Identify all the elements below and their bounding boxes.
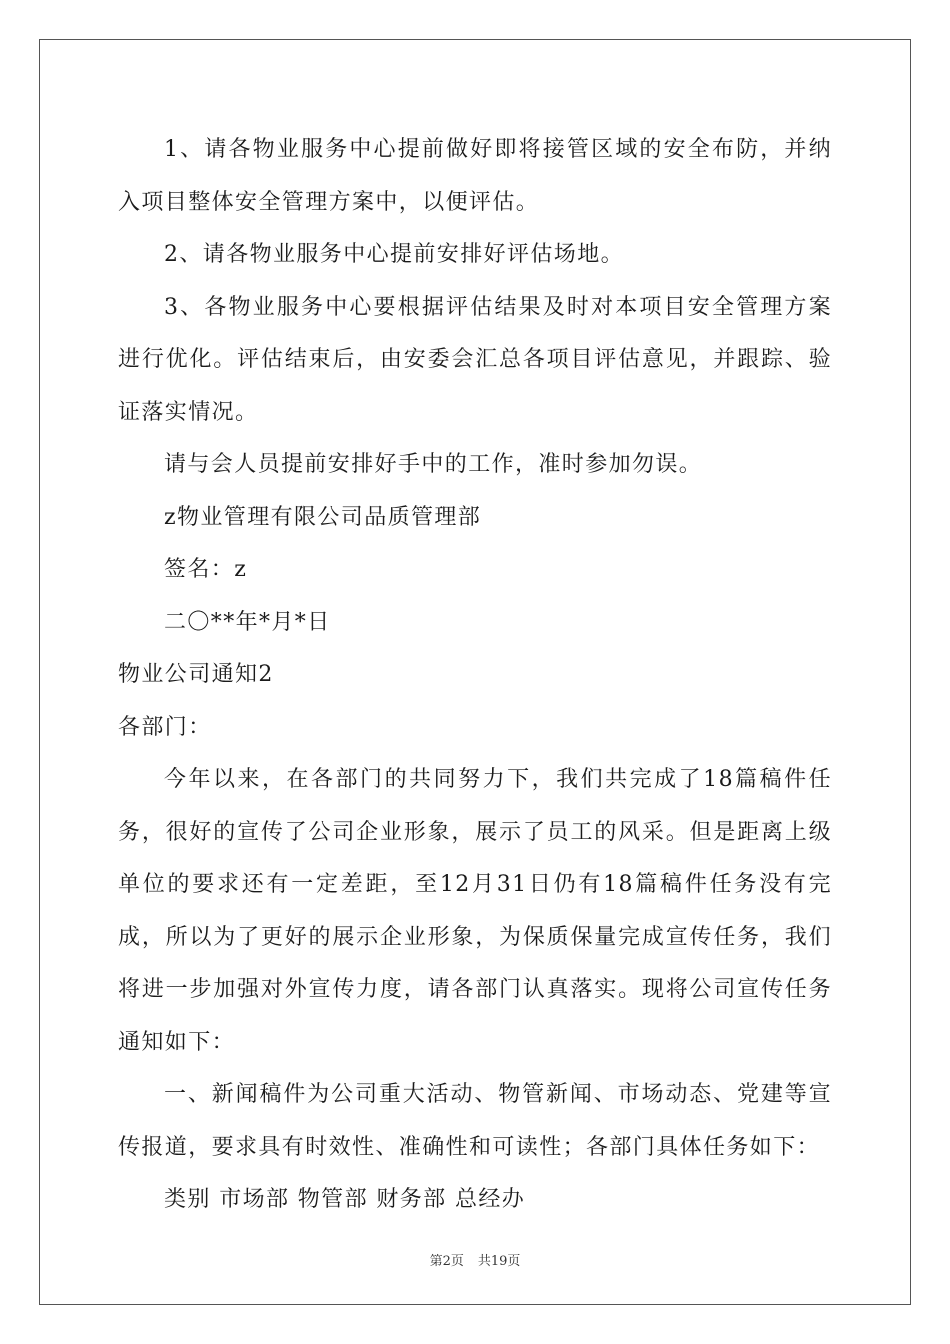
- table-header-row: 类别 市场部 物管部 财务部 总经办: [164, 1187, 526, 1212]
- salutation: 各部门：: [118, 714, 212, 740]
- paragraph-3: 3、各物业服务中心要根据评估结果及时对本项目安全管理方案进行优化。评估结束后，由安委会汇总各项目评估意见，并跟踪、验证落实情况。: [118, 294, 832, 425]
- signer-name: 签名：z: [164, 557, 248, 582]
- document-body: [118, 124, 832, 1227]
- paragraph-item-1: 一、新闻稿件为公司重大活动、物管新闻、市场动态、党建等宣传报道，要求具有时效性、准确性和可读性；各部门具体任务如下：: [118, 1082, 832, 1160]
- page-number: 第2页: [429, 1254, 464, 1269]
- company-signature: z物业管理有限公司品质管理部: [164, 504, 482, 530]
- section-title: 物业公司通知2: [118, 662, 274, 687]
- page-footer: [0, 1250, 950, 1269]
- paragraph-2: 2、请各物业服务中心提前安排好评估场地。: [164, 242, 624, 267]
- date-line: 二〇**年*月*日: [164, 609, 331, 635]
- page-total: 共19页: [477, 1254, 521, 1269]
- paragraph-1: 1、请各物业服务中心提前做好即将接管区域的安全布防，并纳入项目整体安全管理方案中，以便评估。: [118, 137, 832, 215]
- paragraph-intro: 今年以来，在各部门的共同努力下，我们共完成了18篇稿件任务，很好的宣传了公司企业形象，展示了员工的风采。但是距离上级单位的要求还有一定差距，至12月31日仍有18篇稿件任务没有完成，所以为了更好的展示企业形象，为保质保量完成宣传任务，我们将进一步加强对外宣传力度，请各部门认真落实。现将公司宣传任务通知如下：: [118, 767, 832, 1055]
- paragraph-4: 请与会人员提前安排好手中的工作，准时参加勿误。: [164, 452, 703, 477]
